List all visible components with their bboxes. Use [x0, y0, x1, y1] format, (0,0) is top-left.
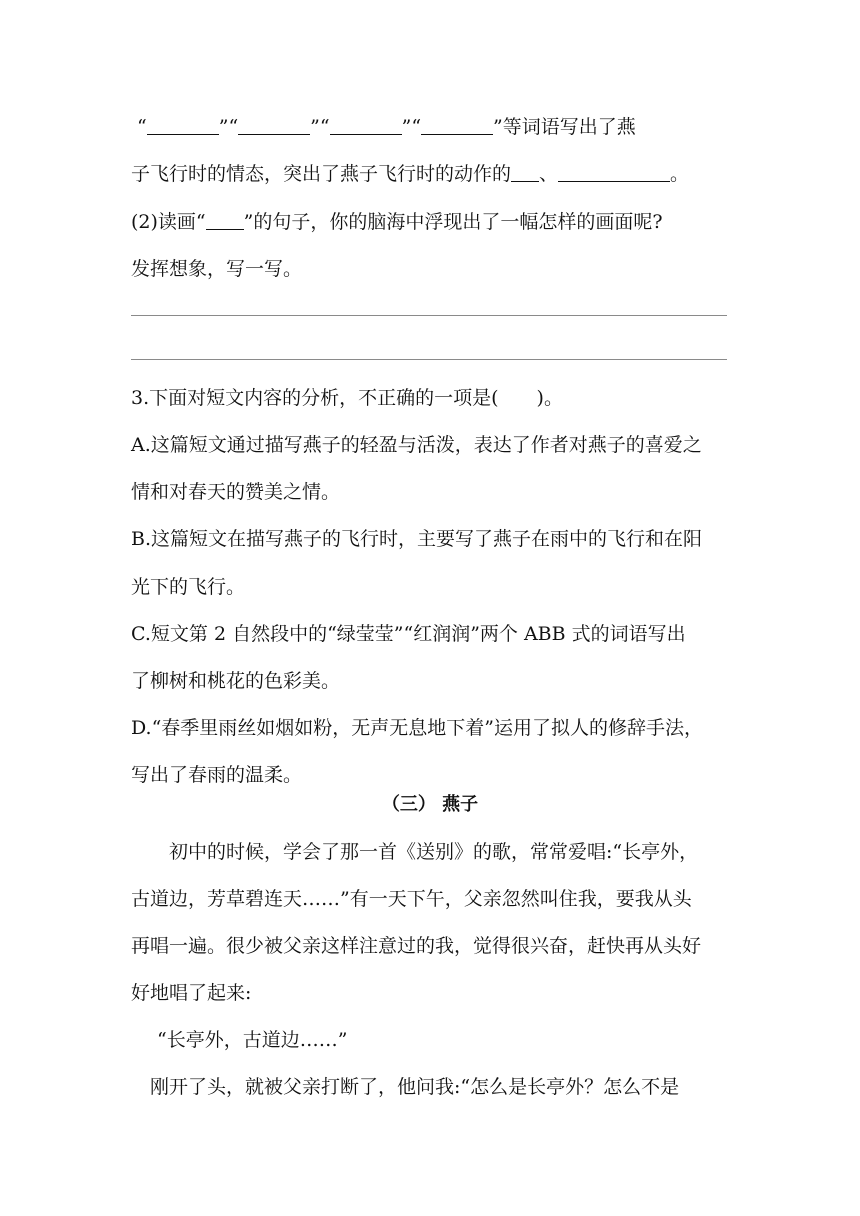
paragraph1-line2: 古道边，芳草碧连天……”有一天下午，父亲忽然叫住我，要我从头 [131, 888, 692, 910]
q2-part2-prefix: (2)读画“ [131, 211, 206, 233]
answer-blank[interactable] [147, 116, 219, 135]
q2-line1-tail: 等词语写出了燕 [502, 116, 636, 138]
q2-part2-line1 [131, 208, 663, 236]
q3-option-d-line2: 写出了春雨的温柔。 [131, 764, 303, 786]
answer-blank[interactable] [511, 163, 539, 182]
answer-blank[interactable] [238, 116, 310, 135]
answer-blank[interactable] [558, 163, 670, 182]
q2-part2-suffix: ”的句子，你的脑海中浮现出了一幅怎样的画面呢? [243, 211, 663, 233]
paragraph1-line4: 好地唱了起来: [131, 982, 252, 1004]
q3-stem: 3.下面对短文内容的分析，不正确的一项是( )。 [131, 387, 563, 409]
q2-part1-line2 [131, 160, 689, 188]
close-quote: ” [401, 116, 412, 138]
q2-part1-line1 [137, 113, 636, 141]
open-quote: “ [137, 116, 147, 138]
paragraph2: “长亭外，古道边……” [157, 1029, 348, 1051]
q3-option-c-line1: C.短文第 2 自然段中的“绿莹莹”“红润润”两个 ABB 式的词语写出 [131, 623, 686, 645]
q3-option-a-line1: A.这篇短文通过描写燕子的轻盈与活泼，表达了作者对燕子的喜爱之 [131, 434, 702, 456]
paragraph1-line1: 初中的时候，学会了那一首《送别》的歌，常常爱唱:“长亭外， [131, 841, 699, 863]
paragraph3: 刚开了头，就被父亲打断了，他问我:“怎么是长亭外？怎么不是 [150, 1076, 680, 1098]
answer-writing-line[interactable] [131, 359, 727, 360]
close-quote: ” [493, 116, 503, 138]
open-quote: “ [319, 116, 330, 138]
answer-blank[interactable] [421, 116, 493, 135]
separator: 、 [539, 163, 559, 185]
section-title: （三） 燕子 [381, 794, 479, 815]
close-quote: ” [218, 116, 229, 138]
answer-blank[interactable] [206, 211, 244, 230]
period: 。 [670, 163, 690, 185]
q3-option-b-line2: 光下的飞行。 [131, 576, 246, 598]
open-quote: “ [228, 116, 239, 138]
q2-part2-line2: 发挥想象，写一写。 [131, 258, 303, 280]
q3-option-b-line1: B.这篇短文在描写燕子的飞行时，主要写了燕子在雨中的飞行和在阳 [131, 528, 703, 550]
close-quote: ” [310, 116, 320, 138]
q2-line2-text: 子飞行时的情态，突出了燕子飞行时的动作的 [131, 163, 512, 185]
paragraph1-line3: 再唱一遍。很少被父亲这样注意过的我，觉得很兴奋，赶快再从头好 [131, 935, 702, 957]
answer-blank[interactable] [330, 116, 402, 135]
answer-writing-line[interactable] [131, 315, 727, 316]
q3-option-c-line2: 了柳树和桃花的色彩美。 [131, 670, 341, 692]
q3-option-a-line2: 情和对春天的赞美之情。 [131, 481, 341, 503]
open-quote: “ [411, 116, 422, 138]
q3-option-d-line1: D.“春季里雨丝如烟如粉，无声无息地下着”运用了拟人的修辞手法， [131, 717, 704, 739]
